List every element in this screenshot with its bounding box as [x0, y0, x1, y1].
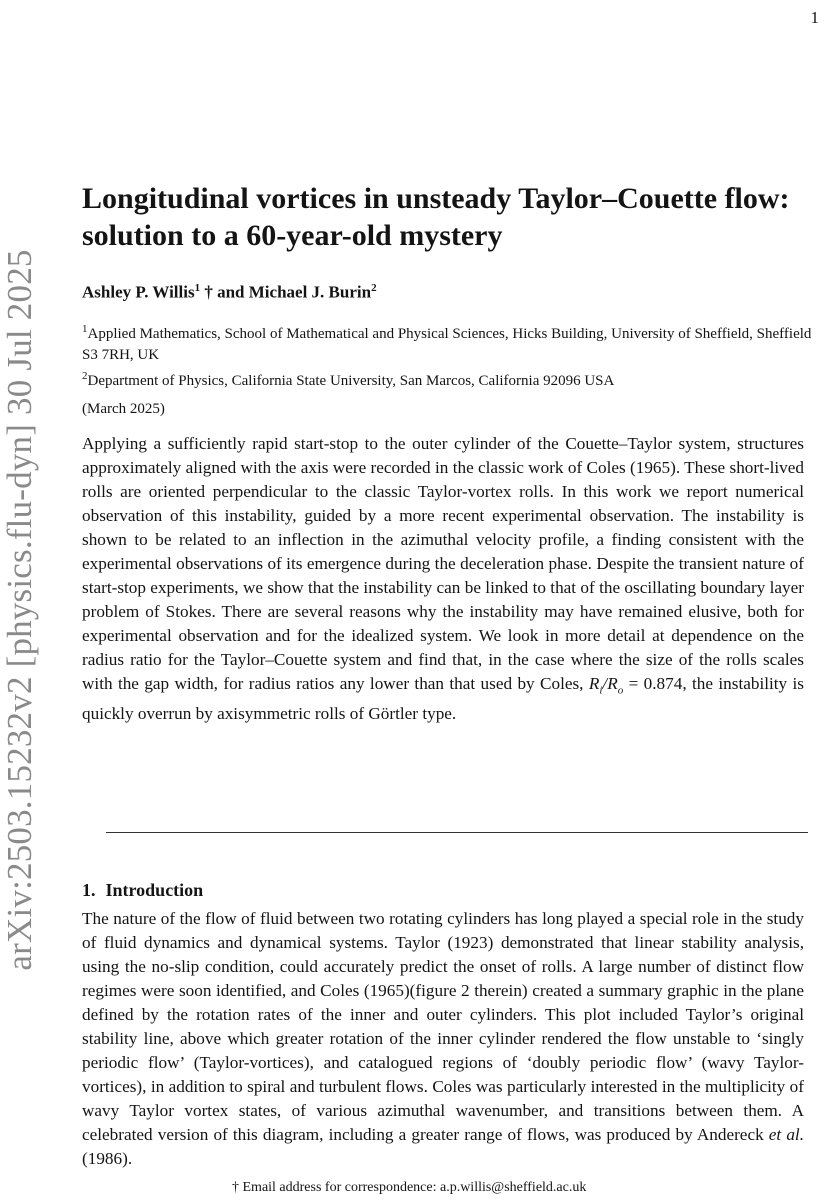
section-number: 1.: [82, 880, 96, 900]
correspondence-mark: † and: [200, 282, 249, 302]
arxiv-identifier-stamp: arXiv:2503.15232v2 [physics.flu-dyn] 30 Jul 2025: [0, 249, 39, 971]
affiliation: [82, 366, 812, 392]
page-number: 1: [810, 8, 819, 27]
publication-date: (March 2025): [82, 401, 165, 417]
author-list: [82, 282, 377, 303]
author-name: Michael J. Burin: [248, 282, 372, 302]
affiliation-mark: 1: [82, 323, 88, 335]
affiliation: [82, 319, 812, 366]
et-al: et al.: [768, 1125, 804, 1144]
introduction-paragraph: [82, 907, 804, 1171]
paper-title: Longitudinal vortices in unsteady Taylor–Couette flow: solution to a 60-year-old mystery: [82, 182, 790, 252]
affiliation-text: Applied Mathematics, School of Mathematical and Physical Sciences, Hicks Building, University of Sheffield, Sheffield S3 7RH, UK: [82, 326, 812, 363]
affiliation-mark: 2: [82, 370, 88, 382]
body-text: The nature of the flow of fluid between two rotating cylinders has long played a special role in the study of fluid dynamics and dynamical systems. Taylor (1923) demonstrated that linear stability analysis, using the no-slip condition, could accurately predict the onset of rolls. A large number of distinct flow regimes were soon identified, and Coles (1965)(figure 2 therein) created a summary graphic in the plane defined by the rotation rates of the inner and outer cylinders. This plot included Taylor’s original stability line, above which greater rotation of the inner cylinder rendered the flow unstable to ‘singly periodic flow’ (Taylor-vortices), and catalogued regions of ‘doubly periodic flow’ (wavy Taylor-vortices), in addition to spiral and turbulent flows. Coles was particularly interested in the multiplicity of wavy Taylor vortex states, of various azimuthal wavenumber, and transitions between them. A celebrated version of this diagram, including a greater range of flows, was produced by Andereck: [82, 909, 804, 1144]
section-divider: [106, 832, 808, 833]
affiliation-mark: 1: [194, 282, 201, 294]
radius-ratio-formula: $R_i/R_o = 0.874$: [588, 674, 683, 697]
abstract-text: Applying a sufficiently rapid start-stop to the outer cylinder of the Couette–Taylor system, structures approximately aligned with the axis were recorded in the classic work of Coles (1965). These short-lived rolls are oriented perpendicular to the classic Taylor-vortex rolls. In this work we report numerical observation of this instability, guided by a more recent experimental observation. The instability is shown to be related to an inflection in the azimuthal velocity profile, a finding consistent with the experimental observations of its emergence during the deceleration phase. Despite the transient nature of start-stop experiments, we show that the instability can be linked to that of the oscillating boundary layer problem of Stokes. There are several reasons why the instability may have remained elusive, both for experimental observation and for the idealized system. We look in more detail at dependence on the radius ratio for the Taylor–Couette system and find that, in the case where the size of the rolls scales with the gap width, for radius ratios any lower than that used by Coles,: [82, 434, 804, 693]
author-name: Ashley P. Willis: [82, 282, 195, 302]
section-heading: [82, 880, 203, 901]
body-text: (1986).: [82, 1149, 133, 1168]
affiliation-text: Department of Physics, California State University, San Marcos, California 92096 USA: [87, 373, 615, 389]
abstract-text: , the instability is quickly overrun by axisymmetric rolls of Görtler type.: [82, 674, 804, 724]
section-title: Introduction: [105, 880, 204, 900]
abstract: [82, 432, 804, 726]
correspondence-footnote: † Email address for correspondence: a.p.willis@sheffield.ac.uk: [232, 1180, 587, 1195]
affiliation-mark: 2: [371, 282, 377, 294]
